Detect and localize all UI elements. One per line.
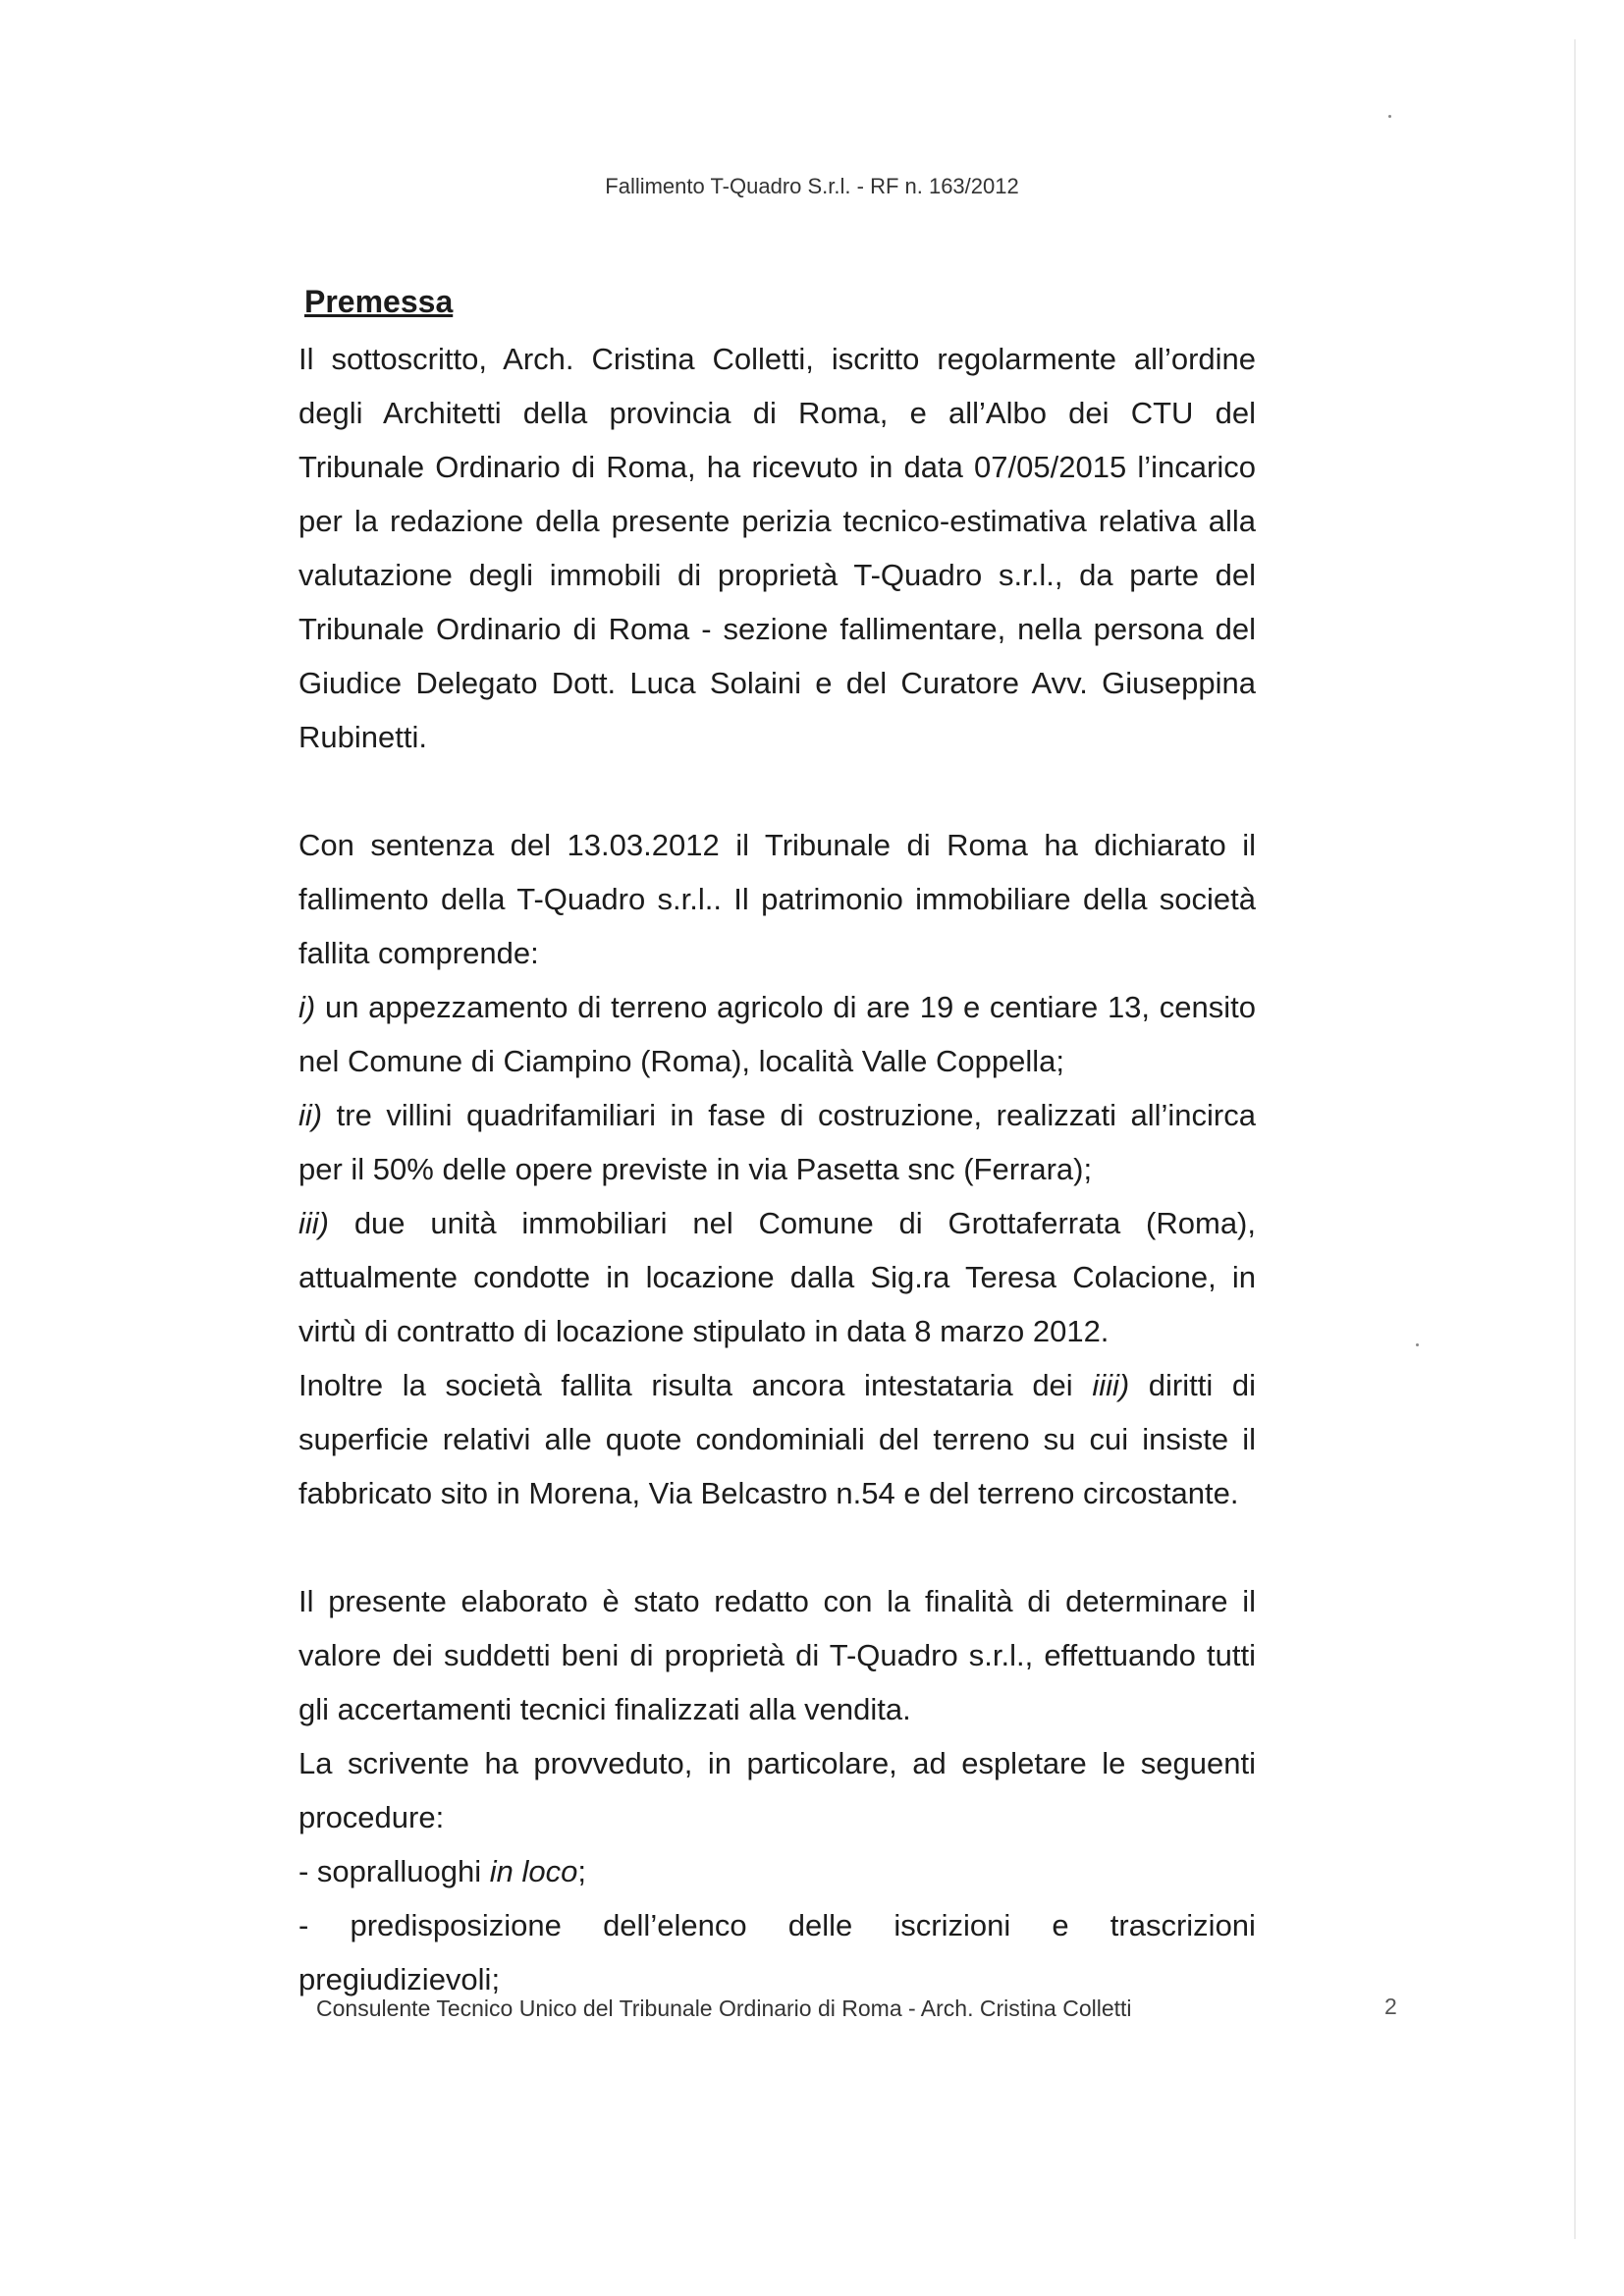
procedure-word: e	[1052, 1908, 1069, 1942]
procedure-item-continuation: pregiudizievoli;	[298, 1962, 501, 1996]
procedure-word: dell’elenco	[603, 1908, 747, 1942]
intro-paragraph: Il sottoscritto, Arch. Cristina Colletti, iscritto regolarmente all’ordine degli Architetti della provincia di Roma, e all’Albo dei CTU del Tribunale Ordinario di Roma, ha ricevuto in data 07/05/2015 l’incarico per la redazione della presente perizia tecnico-estimativa relativa alla valutazione degli immobili di proprietà T-Quadro s.r.l., da parte del Tribunale Ordinario di Roma - sezione fallimentare, nella persona del Giudice Delegato Dott. Luca Solaini e del Curatore Avv. Giuseppina Rubinetti.	[298, 342, 1256, 754]
item-text: un appezzamento di terreno agricolo di are 19 e centiare 13, censito nel Comune di Ciampino (Roma), località Valle Coppella;	[298, 990, 1256, 1078]
list-item	[298, 980, 1256, 1088]
item-marker: ii)	[298, 1098, 323, 1132]
procedure-word: -	[298, 1908, 309, 1942]
procedure-word: iscrizioni	[893, 1908, 1011, 1942]
list-item	[298, 1196, 1256, 1358]
body-text	[298, 332, 1256, 2006]
list-item	[298, 1088, 1256, 1196]
scan-speck	[1416, 1343, 1419, 1346]
rights-text-start: Inoltre la società fallita risulta ancora intestataria dei	[298, 1368, 1093, 1402]
rights-paragraph	[298, 1358, 1256, 1520]
page-edge-shadow	[1574, 39, 1576, 2239]
procedure-item	[298, 1898, 1256, 1952]
item-text: due unità immobiliari nel Comune di Grottaferrata (Roma), attualmente condotte in locazione dalla Sig.ra Teresa Colacione, in virtù di contratto di locazione stipulato in data 8 marzo 2012.	[298, 1206, 1256, 1348]
procedure-italic: in loco	[489, 1854, 578, 1888]
procedures-paragraph: La scrivente ha provveduto, in particolare, ad espletare le seguenti procedure:	[298, 1746, 1256, 1834]
procedure-word: delle	[787, 1908, 853, 1942]
scan-speck	[1388, 115, 1391, 118]
item-text: tre villini quadrifamiliari in fase di costruzione, realizzati all’incirca per il 50% delle opere previste in via Pasetta snc (Ferrara);	[298, 1098, 1256, 1186]
procedure-word: predisposizione	[350, 1908, 562, 1942]
rights-text-end: diritti di superficie relativi alle quote condominiali del terreno su cui insiste il fabbricato sito in Morena, Via Belcastro n.54 e del terreno circostante.	[298, 1368, 1257, 1510]
procedure-item	[298, 1844, 1256, 1898]
item-marker: i)	[298, 990, 316, 1024]
procedure-word: trascrizioni	[1110, 1908, 1256, 1942]
document-header: Fallimento T-Quadro S.r.l. - RF n. 163/2012	[605, 174, 1019, 198]
item-marker: iiii)	[1092, 1368, 1130, 1402]
procedure-text: - sopralluoghi	[298, 1854, 490, 1888]
section-title: Premessa	[304, 284, 454, 319]
item-marker: iii)	[298, 1206, 329, 1240]
sentence-paragraph: Con sentenza del 13.03.2012 il Tribunale di Roma ha dichiarato il fallimento della T-Quadro s.r.l.. Il patrimonio immobiliare della società fallita comprende:	[298, 828, 1256, 970]
purpose-paragraph: Il presente elaborato è stato redatto con la finalità di determinare il valore dei suddetti beni di proprietà di T-Quadro s.r.l., effettuando tutti gli accertamenti tecnici finalizzati alla vendita.	[298, 1584, 1256, 1726]
procedure-text-end: ;	[577, 1854, 586, 1888]
page-number: 2	[1384, 1994, 1397, 2019]
document-footer: Consulente Tecnico Unico del Tribunale Ordinario di Roma - Arch. Cristina Colletti	[316, 1995, 1132, 2021]
